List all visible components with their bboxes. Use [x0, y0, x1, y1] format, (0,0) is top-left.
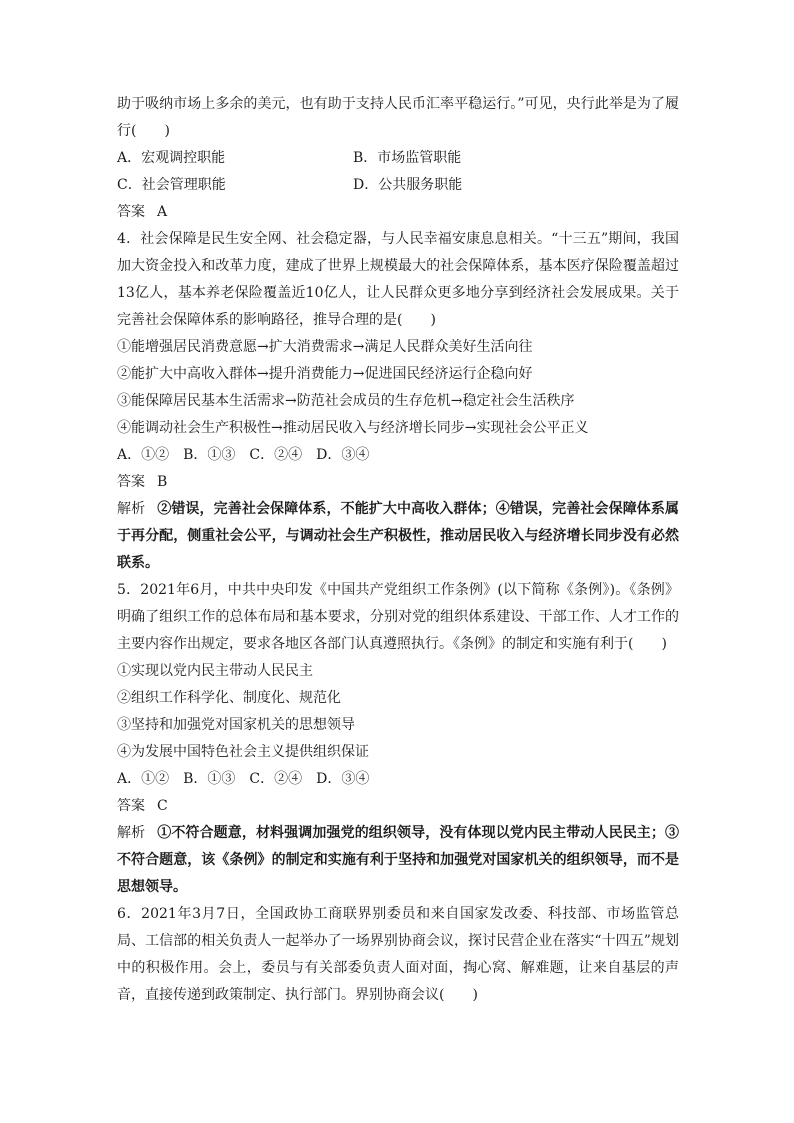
q5-choices: A．①② B．①③ C．②④ D．③④ — [117, 771, 370, 787]
q3-options-row-2 — [117, 172, 679, 199]
document-page — [117, 91, 679, 1009]
q3-option-d: D．公共服务职能 — [353, 177, 463, 193]
q3-option-a: A．宏观调控职能 — [117, 150, 226, 166]
q4-answer-label: 答案 — [117, 474, 145, 490]
q3-options-row-1 — [117, 145, 679, 172]
q4-item-2: ②能扩大中高收入群体→提升消费能力→促进国民经济运行企稳向好 — [117, 366, 533, 382]
q4-choices: A．①② B．①③ C．②④ D．③④ — [117, 447, 370, 463]
q5-analysis-label: 解析 — [117, 825, 146, 841]
q4-analysis-text: ②错误，完善社会保障体系，不能扩大中高收入群体；④错误，完善社会保障体系属于再分配，侧重社会公平，与调动社会生产积极性，推动居民收入与经济增长同步没有必然联系。 — [117, 501, 680, 571]
q3-answer-value: A — [157, 204, 168, 220]
q4-answer — [117, 469, 679, 496]
q5-item-2: ②组织工作科学化、制度化、规范化 — [117, 690, 341, 706]
q3-answer — [117, 199, 679, 226]
q5-item-3: ③坚持和加强党对国家机关的思想领导 — [117, 717, 355, 733]
q3-stem: 助于吸纳市场上多余的美元，也有助于支持人民币汇率平稳运行。”可见，央行此举是为了履行( ) — [117, 96, 679, 139]
q4-answer-value: B — [157, 474, 168, 490]
q4-item-4: ④能调动社会生产积极性→推动居民收入与经济增长同步→实现社会公平正义 — [117, 420, 589, 436]
q4-analysis-label: 解析 — [117, 501, 146, 517]
q5-stem: 5．2021年6月，中共中央印发《中国共产党组织工作条例》(以下简称《条例》)。《条例》明确了组织工作的总体布局和基本要求，分别对党的组织体系建设、干部工作、人才工作的主要内容作出规定，要求各地区各部门认真遵照执行。《条例》的制定和实施有利于( ) — [117, 582, 679, 652]
q5-analysis-text: ①不符合题意，材料强调加强党的组织领导，没有体现以党内民主带动人民民主；③不符合题意，该《条例》的制定和实施有利于坚持和加强党对国家机关的组织领导，而不是思想领导。 — [117, 825, 680, 895]
q3-option-c: C．社会管理职能 — [117, 177, 226, 193]
q3-answer-label: 答案 — [117, 204, 145, 220]
q3-option-b: B．市场监管职能 — [353, 150, 462, 166]
q5-item-1: ①实现以党内民主带动人民民主 — [117, 663, 313, 679]
q4-analysis — [117, 496, 679, 577]
q5-answer-value: C — [157, 798, 168, 814]
q5-analysis — [117, 820, 679, 901]
q5-answer — [117, 793, 679, 820]
q4-stem: 4．社会保障是民生安全网、社会稳定器，与人民幸福安康息息相关。“十三五”期间，我国加大资金投入和改革力度，建成了世界上规模最大的社会保障体系，基本医疗保险覆盖超过13亿人，基本养老保险覆盖近10亿人，让人民群众更多地分享到经济社会发展成果。关于完善社会保障体系的影响路径，推导合理的是( ) — [117, 231, 679, 328]
q4-item-1: ①能增强居民消费意愿→扩大消费需求→满足人民群众美好生活向往 — [117, 339, 533, 355]
q5-answer-label: 答案 — [117, 798, 145, 814]
q6-stem: 6．2021年3月7日，全国政协工商联界别委员和来自国家发改委、科技部、市场监管总局、工信部的相关负责人一起举办了一场界别协商会议，探讨民营企业在落实“十四五”规划中的积极作用。会上，委员与有关部委负责人面对面，掏心窝、解难题，让来自基层的声音，直接传递到政策制定、执行部门。界别协商会议( ) — [117, 906, 679, 1003]
q4-item-3: ③能保障居民基本生活需求→防范社会成员的生存危机→稳定社会生活秩序 — [117, 393, 575, 409]
q5-item-4: ④为发展中国特色社会主义提供组织保证 — [117, 744, 369, 760]
